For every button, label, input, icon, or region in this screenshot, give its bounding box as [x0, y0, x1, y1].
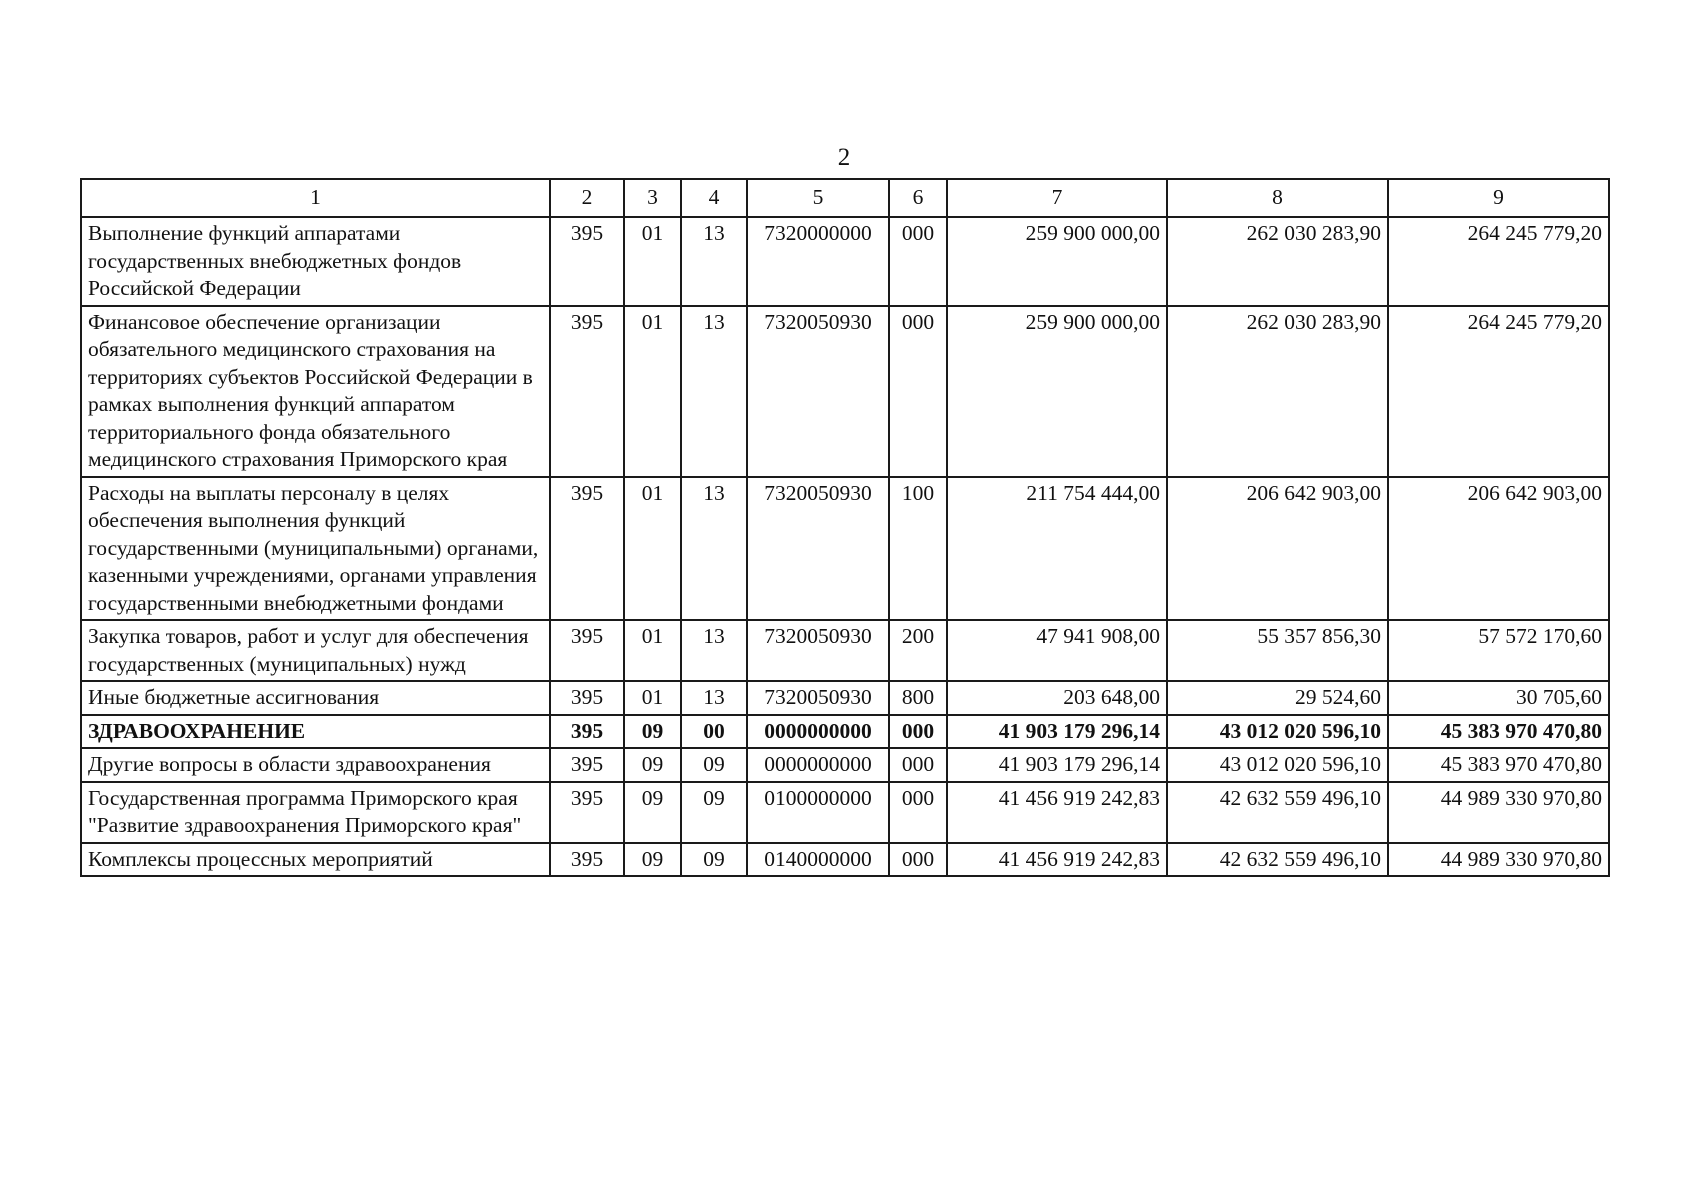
cell-admin: 395: [550, 681, 624, 715]
table-row: [81, 843, 1609, 877]
cell-section: 09: [624, 843, 681, 877]
table-row: [81, 620, 1609, 681]
cell-amount-7: 203 648,00: [947, 681, 1167, 715]
cell-amount-9: 44 989 330 970,80: [1388, 782, 1609, 843]
page-number: 2: [837, 144, 851, 171]
cell-expense-type: 000: [889, 782, 947, 843]
row-name: ЗДРАВООХРАНЕНИЕ: [81, 715, 550, 749]
cell-admin: 395: [550, 843, 624, 877]
cell-target-article: 7320000000: [747, 217, 889, 306]
row-name: Выполнение функций аппаратами государственных внебюджетных фондов Российской Федерации: [81, 217, 550, 306]
cell-amount-7: 259 900 000,00: [947, 217, 1167, 306]
cell-amount-9: 30 705,60: [1388, 681, 1609, 715]
cell-amount-9: 264 245 779,20: [1388, 217, 1609, 306]
cell-amount-7: 41 903 179 296,14: [947, 715, 1167, 749]
cell-target-article: 0000000000: [747, 715, 889, 749]
header-cell: 8: [1167, 179, 1388, 217]
cell-admin: 395: [550, 217, 624, 306]
budget-table: [80, 178, 1610, 877]
table-row: [81, 782, 1609, 843]
cell-expense-type: 000: [889, 843, 947, 877]
header-cell: 6: [889, 179, 947, 217]
table-row: [81, 477, 1609, 621]
cell-amount-8: 262 030 283,90: [1167, 217, 1388, 306]
cell-target-article: 0000000000: [747, 748, 889, 782]
cell-section: 01: [624, 306, 681, 477]
cell-amount-7: 41 903 179 296,14: [947, 748, 1167, 782]
table-row: [81, 217, 1609, 306]
table-row: [81, 681, 1609, 715]
cell-amount-9: 206 642 903,00: [1388, 477, 1609, 621]
cell-admin: 395: [550, 306, 624, 477]
cell-expense-type: 100: [889, 477, 947, 621]
cell-amount-7: 259 900 000,00: [947, 306, 1167, 477]
cell-subsection: 13: [681, 681, 747, 715]
cell-admin: 395: [550, 620, 624, 681]
cell-amount-8: 42 632 559 496,10: [1167, 843, 1388, 877]
cell-amount-9: 45 383 970 470,80: [1388, 715, 1609, 749]
row-name: Закупка товаров, работ и услуг для обеспечения государственных (муниципальных) нужд: [81, 620, 550, 681]
row-name: Комплексы процессных мероприятий: [81, 843, 550, 877]
cell-section: 01: [624, 477, 681, 621]
cell-target-article: 7320050930: [747, 306, 889, 477]
cell-admin: 395: [550, 748, 624, 782]
cell-section: 01: [624, 620, 681, 681]
cell-target-article: 7320050930: [747, 681, 889, 715]
table-row-section-total: [81, 715, 1609, 749]
cell-amount-8: 262 030 283,90: [1167, 306, 1388, 477]
cell-subsection: 00: [681, 715, 747, 749]
header-cell: 3: [624, 179, 681, 217]
row-name: Иные бюджетные ассигнования: [81, 681, 550, 715]
row-name: Финансовое обеспечение организации обязательного медицинского страхования на территориях субъектов Российской Федерации в рамках выполнения функций аппаратом территориального фонда обязательного медицинского страхования Приморского края: [81, 306, 550, 477]
header-cell: 2: [550, 179, 624, 217]
cell-section: 01: [624, 681, 681, 715]
cell-amount-8: 42 632 559 496,10: [1167, 782, 1388, 843]
cell-admin: 395: [550, 715, 624, 749]
cell-subsection: 13: [681, 477, 747, 621]
cell-section: 09: [624, 748, 681, 782]
cell-amount-7: 211 754 444,00: [947, 477, 1167, 621]
cell-subsection: 09: [681, 748, 747, 782]
cell-expense-type: 000: [889, 217, 947, 306]
cell-target-article: 0140000000: [747, 843, 889, 877]
table-row: [81, 748, 1609, 782]
cell-subsection: 09: [681, 843, 747, 877]
header-cell: 5: [747, 179, 889, 217]
cell-amount-7: 41 456 919 242,83: [947, 782, 1167, 843]
row-name: Другие вопросы в области здравоохранения: [81, 748, 550, 782]
cell-admin: 395: [550, 477, 624, 621]
cell-amount-8: 55 357 856,30: [1167, 620, 1388, 681]
cell-expense-type: 000: [889, 748, 947, 782]
cell-subsection: 13: [681, 217, 747, 306]
cell-subsection: 09: [681, 782, 747, 843]
row-name: Государственная программа Приморского края "Развитие здравоохранения Приморского края": [81, 782, 550, 843]
cell-amount-8: 206 642 903,00: [1167, 477, 1388, 621]
cell-amount-8: 43 012 020 596,10: [1167, 715, 1388, 749]
cell-amount-9: 264 245 779,20: [1388, 306, 1609, 477]
cell-amount-9: 45 383 970 470,80: [1388, 748, 1609, 782]
header-cell: 7: [947, 179, 1167, 217]
cell-expense-type: 200: [889, 620, 947, 681]
cell-amount-8: 29 524,60: [1167, 681, 1388, 715]
cell-expense-type: 000: [889, 306, 947, 477]
cell-admin: 395: [550, 782, 624, 843]
cell-section: 01: [624, 217, 681, 306]
table-row: [81, 306, 1609, 477]
header-cell: 9: [1388, 179, 1609, 217]
header-cell: 1: [81, 179, 550, 217]
cell-target-article: 7320050930: [747, 620, 889, 681]
cell-section: 09: [624, 782, 681, 843]
header-row: [81, 179, 1609, 217]
cell-subsection: 13: [681, 620, 747, 681]
cell-target-article: 7320050930: [747, 477, 889, 621]
cell-subsection: 13: [681, 306, 747, 477]
cell-section: 09: [624, 715, 681, 749]
cell-amount-7: 41 456 919 242,83: [947, 843, 1167, 877]
row-name: Расходы на выплаты персоналу в целях обеспечения выполнения функций государственными (муниципальными) органами, казенными учреждениями, органами управления государственными внебюджетными фондами: [81, 477, 550, 621]
cell-expense-type: 000: [889, 715, 947, 749]
cell-amount-8: 43 012 020 596,10: [1167, 748, 1388, 782]
cell-target-article: 0100000000: [747, 782, 889, 843]
cell-amount-7: 47 941 908,00: [947, 620, 1167, 681]
cell-amount-9: 44 989 330 970,80: [1388, 843, 1609, 877]
header-cell: 4: [681, 179, 747, 217]
cell-expense-type: 800: [889, 681, 947, 715]
cell-amount-9: 57 572 170,60: [1388, 620, 1609, 681]
